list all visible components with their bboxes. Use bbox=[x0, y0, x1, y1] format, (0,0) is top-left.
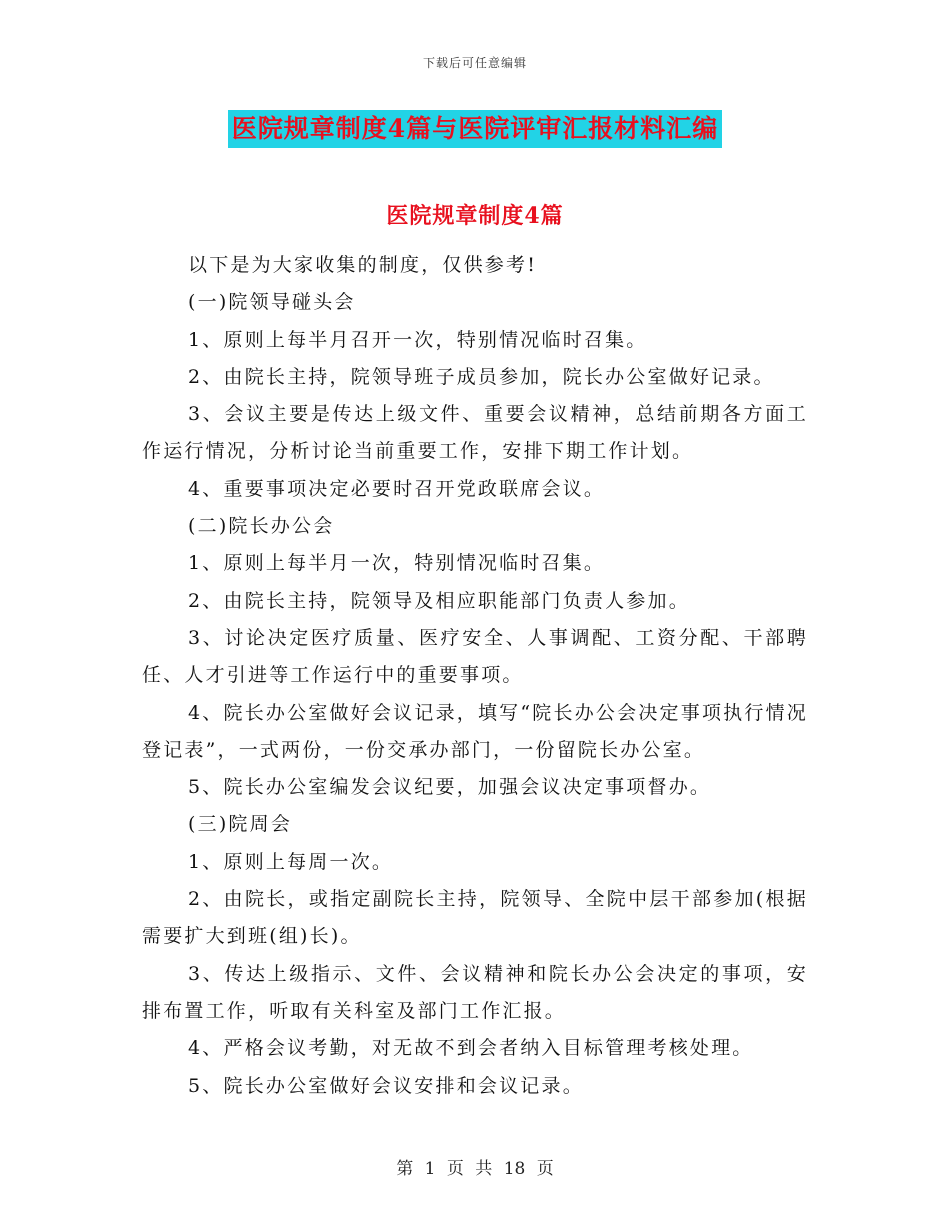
paragraph-intro: 以下是为大家收集的制度，仅供参考! bbox=[188, 254, 538, 276]
paragraph: 5、院长办公室编发会议纪要，加强会议决定事项督办。 bbox=[188, 776, 712, 799]
main-title-container bbox=[0, 110, 950, 148]
page-number-footer: 第 1 页 共 18 页 bbox=[396, 1159, 554, 1179]
section-heading-1: (一)院领导碰头会 bbox=[188, 291, 356, 314]
paragraph: 5、院长办公室做好会议安排和会议记录。 bbox=[188, 1074, 584, 1097]
paragraph: 3、传达上级指示、文件、会议精神和院长办公会决定的事项，安排布置工作，听取有关科室及部门工作汇报。 bbox=[142, 962, 808, 1022]
paragraph: 3、讨论决定医疗质量、医疗安全、人事调配、工资分配、干部聘任、人才引进等工作运行中的重要事项。 bbox=[142, 626, 808, 687]
paragraph: 1、原则上每半月一次，特别情况临时召集。 bbox=[188, 552, 606, 575]
paragraph: 2、由院长主持，院领导及相应职能部门负责人参加。 bbox=[188, 589, 690, 612]
document-main-title: 医院规章制度4篇与医院评审汇报材料汇编 bbox=[228, 110, 722, 148]
section-title: 医院规章制度4篇 bbox=[386, 203, 564, 229]
paragraph: 4、重要事项决定必要时召开党政联席会议。 bbox=[188, 477, 606, 500]
paragraph: 1、原则上每周一次。 bbox=[188, 850, 394, 873]
section-heading-2: (二)院长办公会 bbox=[188, 515, 335, 538]
paragraph: 2、由院长，或指定副院长主持，院领导、全院中层干部参加(根据需要扩大到班(组)长)。 bbox=[142, 888, 808, 948]
header-note: 下载后可任意编辑 bbox=[422, 56, 527, 70]
paragraph: 4、院长办公室做好会议记录，填写“院长办公会决定事项执行情况登记表”，一式两份，一份交承办部门，一份留院长办公室。 bbox=[142, 701, 808, 761]
paragraph: 4、严格会议考勤，对无故不到会者纳入目标管理考核处理。 bbox=[188, 1037, 754, 1060]
paragraph: 3、会议主要是传达上级文件、重要会议精神，总结前期各方面工作运行情况，分析讨论当前重要工作，安排下期工作计划。 bbox=[142, 403, 808, 463]
paragraph: 2、由院长主持，院领导班子成员参加，院长办公室做好记录。 bbox=[188, 365, 775, 388]
document-body bbox=[142, 247, 808, 1105]
section-heading-3: (三)院周会 bbox=[188, 813, 293, 836]
paragraph: 1、原则上每半月召开一次，特别情况临时召集。 bbox=[188, 328, 648, 351]
